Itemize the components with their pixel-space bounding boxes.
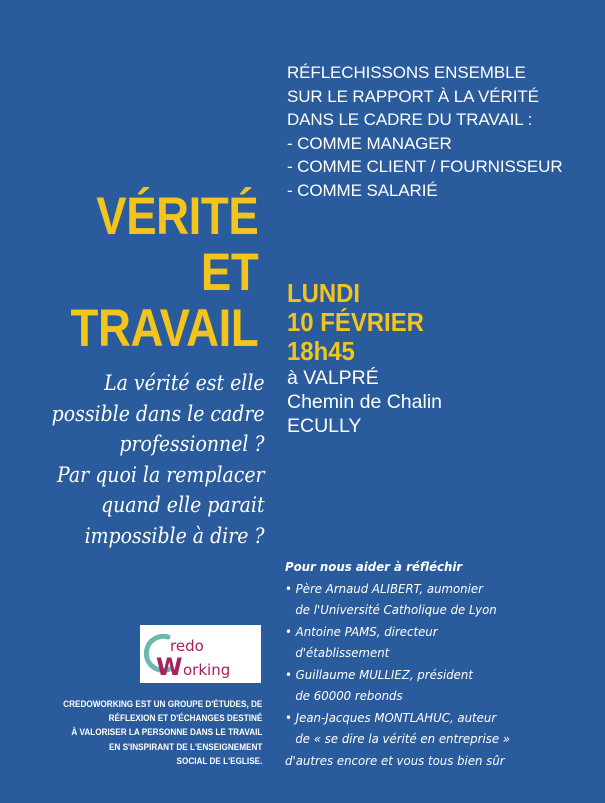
logo-top-text: redo (170, 637, 204, 655)
speaker-line: d'autres encore et vous tous bien sûr (285, 752, 505, 768)
event-day: LUNDI (287, 278, 361, 308)
place-line: ECULLY (287, 415, 362, 437)
intro-line: - COMME MANAGER (287, 133, 452, 153)
intro-line: - COMME SALARIÉ (287, 180, 438, 200)
place-line: à VALPRÉ (287, 367, 379, 389)
speaker-line: de l'Université Catholique de Lyon (295, 602, 497, 617)
speaker-line: d'établissement (295, 645, 390, 660)
about-line: RÉFLEXION ET D'ÉCHANGES DESTINÉ (108, 713, 262, 724)
event-date (287, 279, 424, 366)
event-date-value: 10 FÉVRIER (287, 307, 424, 337)
about-line: EN S'INSPIRANT DE L'ENSEIGNEMENT (108, 741, 263, 752)
question-line: possible dans le cadre (52, 401, 265, 426)
title-line: VÉRITÉ (95, 187, 258, 246)
speakers-heading: Pour nous aider à réfléchir (285, 559, 463, 574)
about-text (63, 697, 262, 768)
logo-bottom-text: orking (183, 661, 231, 679)
speaker-line: • Antoine PAMS, directeur (285, 623, 438, 639)
event-time: 18h45 (287, 336, 355, 366)
speaker-line: de 60000 rebonds (295, 688, 403, 703)
question-text (52, 368, 265, 551)
page-title (70, 189, 258, 357)
speaker-line: de « se dire la vérité en entreprise » (295, 731, 511, 746)
event-place (287, 366, 442, 438)
intro-text (287, 61, 563, 202)
logo-w-glyph: W (156, 653, 183, 681)
about-line: SOCIAL DE L'EGLISE. (176, 755, 262, 766)
speakers-list (285, 556, 510, 771)
intro-line: RÉFLECHISSONS ENSEMBLE (287, 63, 526, 82)
about-line: À VALORISER LA PERSONNE DANS LE TRAVAIL (70, 727, 262, 738)
credoworking-logo (140, 625, 261, 683)
speaker-line: • Guillaume MULLIEZ, président (285, 666, 473, 682)
question-line: Par quoi la remplacer (57, 462, 266, 487)
question-line: impossible à dire ? (84, 523, 265, 548)
speaker-line: • Père Arnaud ALIBERT, aumonier (285, 580, 483, 596)
question-line: quand elle parait (101, 493, 265, 517)
question-line: professionnel ? (119, 432, 265, 456)
intro-line: - COMME CLIENT / FOURNISSEUR (287, 157, 563, 176)
intro-line: DANS LE CADRE DU TRAVAIL : (287, 110, 533, 129)
speaker-line: • Jean-Jacques MONTLAHUC, auteur (285, 709, 497, 725)
about-line: CREDOWORKING EST UN GROUPE D'ÉTUDES, DE (62, 699, 262, 709)
place-line: Chemin de Chalin (287, 391, 443, 413)
question-line: La vérité est elle (104, 371, 265, 395)
title-line: TRAVAIL (70, 299, 258, 358)
title-line: ET (200, 243, 258, 302)
logo-graphic (140, 625, 261, 683)
intro-line: SUR LE RAPPORT À LA VÉRITÉ (287, 86, 539, 106)
